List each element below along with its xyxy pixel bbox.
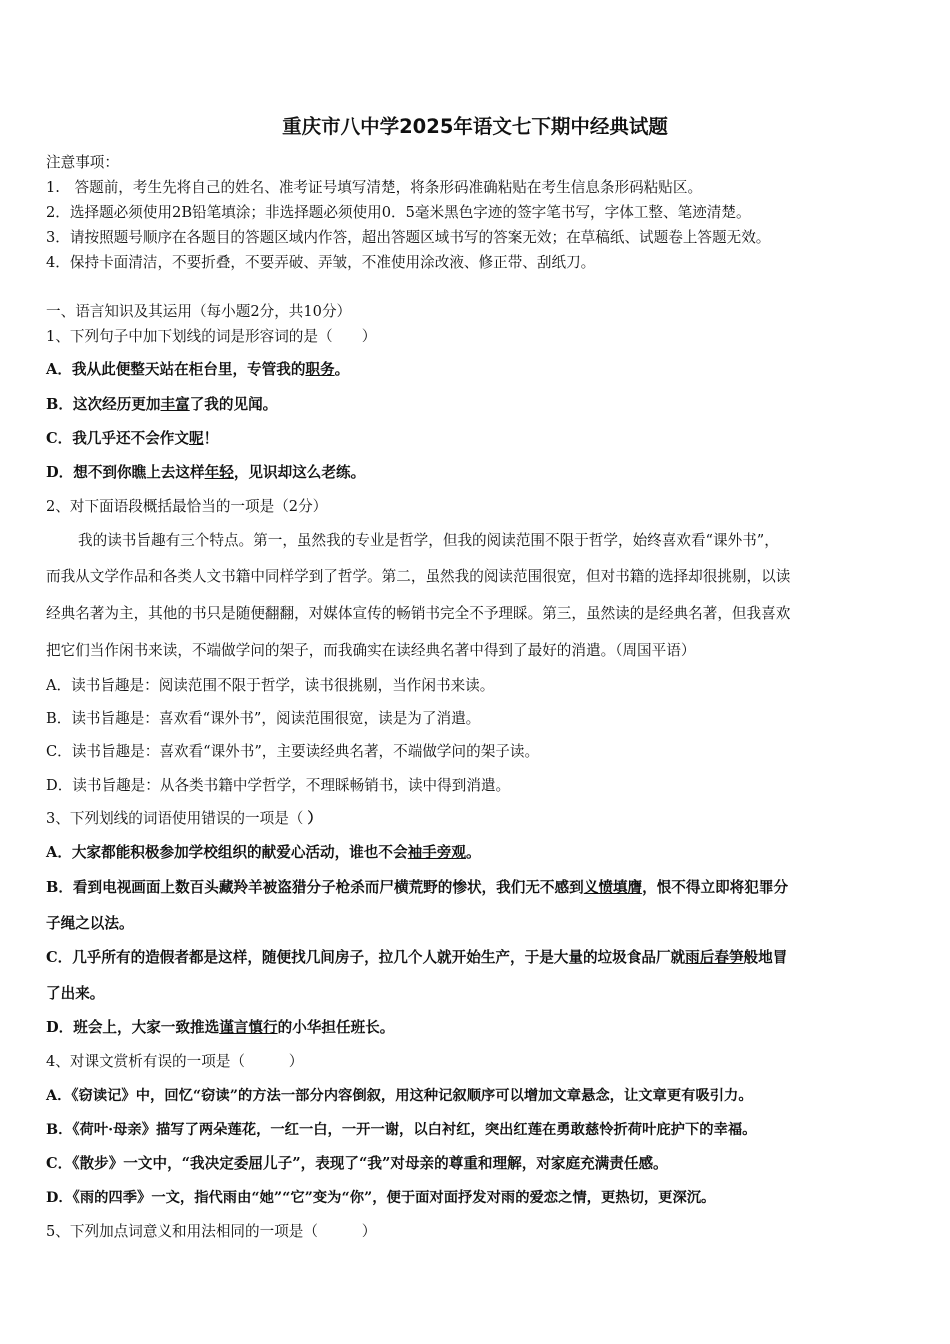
q1-d-underlined: 年轻 [204,464,234,481]
q3-c-underlined: 雨后春笋 [685,949,744,966]
notice-item-1: 1. 答题前，考生先将自己的姓名、准考证号填写清楚，将条形码准确粘贴在考生信息条形码粘贴区。 [46,179,703,196]
q1-a-underlined: 职务 [305,361,335,378]
q3-option-d [46,1018,394,1038]
q4-option-a: A．《窃读记》中，回忆“窃读”的方法一部分内容倒叙，用这种记叙顺序可以增加文章悬念，让文章更有吸引力。 [46,1088,753,1104]
q1-a-end: 。 [334,361,350,378]
notice-item-2: 2．选择题必须使用2B铅笔填涂；非选择题必须使用0．5毫米黑色字迹的签字笔书写，字体工整、笔迹清楚。 [46,204,751,221]
q1-d-end: ，见识却这么老练。 [233,464,366,481]
q2-option-d: D．读书旨趣是：从各类书籍中学哲学，不理睬畅销书，读中得到消遣。 [46,777,511,794]
notice-heading: 注意事项： [46,154,119,171]
q2-option-b: B．读书旨趣是：喜欢看“课外书”，阅读范围很宽，读是为了消遣。 [46,710,481,727]
q1-stem: 1、下列句子中加下划线的词是形容词的是（ ） [46,328,377,345]
q1-c-text: C．我几乎还不会作文 [46,430,189,447]
q3-b-text: B．看到电视画面上数百头藏羚羊被盗猎分子枪杀而尸横荒野的惨状，我们无不感到 [46,879,584,896]
q3-b-end: ，恨不得立即将犯罪分 [642,879,789,896]
page-title: 重庆市八中学2025年语文七下期中经典试题 [282,115,668,138]
q1-option-c [46,429,218,449]
q1-b-underlined: 丰富 [160,396,190,413]
q3-a-text: A．大家都能积极参加学校组织的献爱心活动，谁也不会 [46,844,408,861]
q3-d-text: D．班会上，大家一致推选 [46,1019,220,1036]
q3-stem-close: ） [307,810,322,827]
q3-a-underlined: 袖手旁观 [407,844,466,861]
q3-d-underlined: 谨言慎行 [219,1019,278,1036]
q1-d-text: D．想不到你瞧上去这样 [46,464,205,481]
q3-b-underlined: 义愤填膺 [583,879,643,896]
q2-option-c: C．读书旨趣是：喜欢看“课外书”，主要读经典名著，不端做学问的架子读。 [46,743,540,760]
q1-option-a [46,360,349,380]
q3-a-end: 。 [465,844,481,861]
q2-passage-line-3: 经典名著为主，其他的书只是随便翻翻，对媒体宣传的畅销书完全不予理睬。第三，虽然读的是经典名著，但我喜欢 [46,605,791,622]
q3-option-c-line-2: 了出来。 [46,985,105,1002]
q2-stem: 2、对下面语段概括最恰当的一项是（2分） [46,498,328,515]
q2-option-a: A．读书旨趣是：阅读范围不限于哲学，读书很挑剔，当作闲书来读。 [46,677,495,694]
q3-option-b-line-2: 子绳之以法。 [46,915,134,932]
q3-option-a [46,843,481,863]
q3-c-text: C．几乎所有的造假者都是这样，随便找几间房子，拉几个人就开始生产，于是大量的垃圾食品厂就 [46,949,686,966]
q1-option-d [46,463,365,483]
q4-stem: 4、对课文赏析有误的一项是（ ） [46,1053,304,1070]
q3-stem-text: 3、下列划线的词语使用错误的一项是（ [46,810,304,827]
q4-option-c: C．《散步》一文中，“我决定委屈儿子”，表现了“我”对母亲的尊重和理解，对家庭充满责任感。 [46,1155,668,1172]
q4-option-b: B．《荷叶·母亲》描写了两朵莲花，一红一白，一开一谢，以白衬红，突出红莲在勇敢慈怜折荷叶庇护下的幸福。 [46,1122,757,1138]
q2-passage-line-4: 把它们当作闲书来读，不端做学问的架子，而我确实在读经典名著中得到了最好的消遣。（周国平语） [46,642,696,659]
q1-c-end: ！ [203,430,219,447]
q1-b-text: B．这次经历更加 [46,396,161,413]
q2-passage-line-2: 而我从文学作品和各类人文书籍中同样学到了哲学。第二，虽然我的阅读范围很宽，但对书籍的选择却很挑剔，以读 [46,568,791,585]
q5-stem: 5、下列加点词意义和用法相同的一项是（ ） [46,1223,377,1240]
notice-item-3: 3．请按照题号顺序在各题目的答题区域内作答，超出答题区域书写的答案无效；在草稿纸、试题卷上答题无效。 [46,229,771,246]
q1-a-text: A．我从此便整天站在柜台里，专管我的 [46,361,306,378]
q1-c-underlined: 呢 [188,430,204,447]
notice-item-4: 4．保持卡面清洁，不要折叠，不要弄破、弄皱，不准使用涂改液、修正带、刮纸刀。 [46,254,596,271]
q1-option-b [46,395,277,415]
q3-stem [46,809,322,829]
q1-b-end: 了我的见闻。 [189,396,278,413]
q3-d-end: 的小华担任班长。 [277,1019,395,1036]
q3-option-b-line-1 [46,878,788,898]
section-heading: 一、语言知识及其运用（每小题2分，共10分） [46,303,352,320]
q3-option-c-line-1 [46,948,787,968]
q3-c-end: 般地冒 [743,949,788,966]
q4-option-d: D．《雨的四季》一文，指代雨由“她”“它”变为“你”，便于面对面抒发对雨的爱恋之情，更热切，更深沉。 [46,1190,716,1206]
q2-passage-line-1: 我的读书旨趣有三个特点。第一，虽然我的专业是哲学，但我的阅读范围不限于哲学，始终喜欢看“课外书”， [78,532,779,549]
